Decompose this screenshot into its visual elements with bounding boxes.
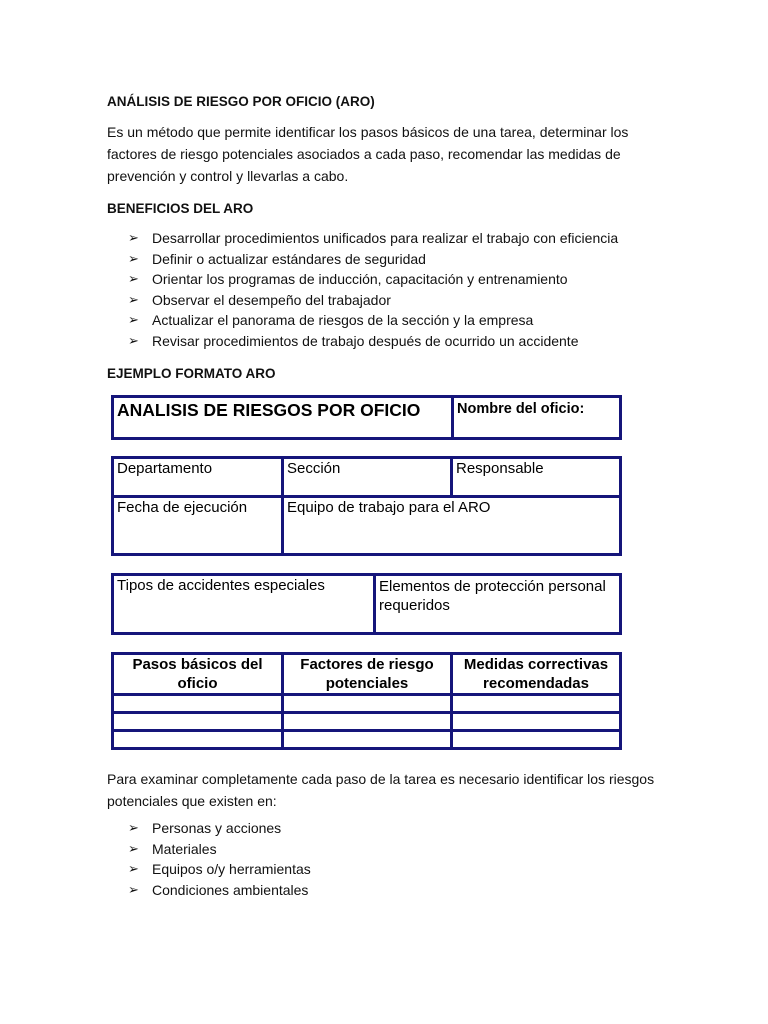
form-header-table	[111, 395, 622, 440]
arrow-bullet-icon: ➢	[128, 861, 139, 876]
list-item: ➢ Actualizar el panorama de riesgos de la sección y la empresa	[128, 312, 534, 328]
list-item: ➢ Revisar procedimientos de trabajo después de ocurrido un accidente	[128, 332, 579, 349]
closing-paragraph: Para examinar completamente cada paso de la tarea es necesario identificar los riesgos potenciales que existen en:	[107, 771, 655, 809]
team-label: Equipo de trabajo para el ARO	[283, 497, 621, 555]
measures-column-header: Medidas correctivas recomendadas	[452, 654, 621, 695]
form-steps-table	[111, 652, 622, 750]
example-heading: EJEMPLO FORMATO ARO	[107, 366, 276, 381]
arrow-bullet-icon: ➢	[128, 250, 139, 266]
list-item: ➢ Equipos o/y herramientas	[128, 861, 311, 877]
list-item: ➢ Personas y acciones	[128, 820, 282, 836]
list-item: ➢ Materiales	[128, 840, 217, 857]
table-row	[113, 695, 621, 713]
benefits-list	[128, 228, 618, 351]
arrow-bullet-icon: ➢	[128, 820, 139, 835]
department-label: Departamento	[113, 458, 283, 497]
accidents-label: Tipos de accidentes especiales	[113, 575, 375, 634]
section-label: Sección	[283, 458, 452, 497]
form-info-table	[111, 456, 622, 556]
arrow-bullet-icon: ➢	[128, 332, 139, 348]
arrow-bullet-icon: ➢	[128, 271, 139, 286]
arrow-bullet-icon: ➢	[128, 881, 139, 897]
arrow-bullet-icon: ➢	[128, 291, 139, 307]
table-row	[113, 713, 621, 731]
risk-sources-list	[128, 818, 311, 900]
factors-column-header: Factores de riesgo potenciales	[283, 654, 452, 695]
benefits-heading: BENEFICIOS DEL ARO	[107, 201, 254, 216]
arrow-bullet-icon: ➢	[128, 840, 139, 856]
steps-column-header: Pasos básicos del oficio	[113, 654, 283, 695]
list-item: ➢ Orientar los programas de inducción, capacitación y entrenamiento	[128, 271, 568, 287]
arrow-bullet-icon: ➢	[128, 230, 139, 245]
job-name-label: Nombre del oficio:	[453, 397, 621, 439]
intro-paragraph: Es un método que permite identificar los pasos básicos de una tarea, determinar los factores de riesgo potenciales asociados a cada paso, recomendar las medidas de prevención y control y llevarlas a cabo.	[107, 124, 629, 184]
list-item: ➢ Desarrollar procedimientos unificados para realizar el trabajo con eficiencia	[128, 230, 619, 246]
table-row	[113, 731, 621, 749]
arrow-bullet-icon: ➢	[128, 312, 139, 327]
document-title: ANÁLISIS DE RIESGO POR OFICIO (ARO)	[107, 94, 375, 109]
list-item: ➢ Definir o actualizar estándares de seguridad	[128, 250, 426, 267]
responsible-label: Responsable	[452, 458, 621, 497]
form-safety-table	[111, 573, 622, 635]
date-label: Fecha de ejecución	[113, 497, 283, 555]
form-title: ANALISIS DE RIESGOS POR OFICIO	[113, 397, 453, 439]
list-item: ➢ Condiciones ambientales	[128, 881, 309, 898]
ppe-label: Elementos de protección personal requeridos	[375, 575, 621, 634]
list-item: ➢ Observar el desempeño del trabajador	[128, 291, 391, 308]
